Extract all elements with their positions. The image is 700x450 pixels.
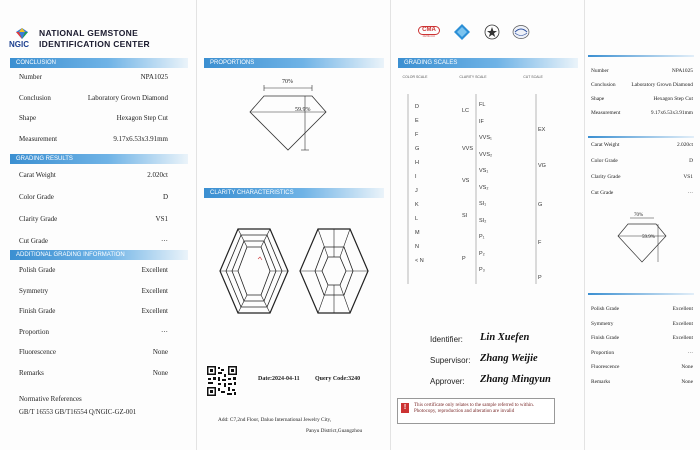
clarity-group-label: LC — [462, 108, 470, 114]
mini-row — [591, 190, 693, 196]
mini-row — [591, 379, 693, 385]
cma-logo-icon — [418, 26, 440, 39]
mini-label: Cut Grade — [591, 190, 614, 196]
ilac-seal-icon — [512, 24, 530, 40]
references-text: GB/T 16553 GB/T16554 Q/NGIC-GZ-001 — [19, 409, 137, 416]
table-percentage: 70% — [282, 79, 293, 85]
section-additional: ADDITIONAL GRADING INFORMATION — [10, 250, 188, 260]
address-line2: Panyu District,Guangzhou — [306, 428, 363, 434]
field-value: 2.020ct — [147, 171, 168, 179]
warning-icon: ! — [401, 403, 409, 413]
mini-row — [591, 158, 693, 164]
cut-grade-label: EX — [538, 127, 546, 133]
color-grade-letter: M — [415, 230, 420, 236]
field-value: Excellent — [141, 307, 168, 315]
mini-bar — [588, 55, 694, 57]
cut-grade-label: F — [538, 240, 542, 246]
clarity-plot-diagram — [212, 225, 384, 317]
section-conclusion: CONCLUSION — [10, 58, 188, 68]
cma-sub: 2023041111 — [422, 35, 436, 38]
field-label: Cut Grade — [19, 237, 48, 245]
mini-label: Shape — [591, 96, 605, 102]
cnas-seal-icon — [484, 24, 500, 40]
mini-row — [591, 350, 693, 356]
references-title: Normative References — [19, 395, 82, 403]
mini-bar — [588, 293, 694, 295]
field-label: Polish Grade — [19, 266, 56, 274]
mini-value: 9.17x6.53x3.91mm — [650, 110, 693, 116]
mini-value: Excellent — [672, 320, 693, 327]
color-grade-letter: L — [415, 216, 419, 222]
clarity-group-label: VS — [462, 178, 470, 184]
proportion-diagram — [210, 78, 360, 158]
cut-grade-label: VG — [538, 163, 546, 169]
mini-value: Excellent — [672, 306, 693, 312]
color-grade-letter: I — [415, 174, 417, 180]
clarity-group-label: VVS — [462, 146, 474, 152]
mini-value: 2.020ct — [676, 142, 693, 148]
mini-row — [591, 110, 693, 116]
mini-row — [591, 306, 693, 312]
signature-name: Lin Xuefen — [480, 332, 530, 343]
mini-value: ··· — [687, 190, 693, 196]
field-label: Finish Grade — [19, 307, 56, 315]
mini-label: Measurement — [591, 110, 621, 116]
signature-role: Approver: — [430, 377, 465, 386]
mini-label: Number — [591, 68, 609, 74]
mini-proportion-diagram — [596, 212, 686, 270]
mini-label: Symmetry — [591, 320, 614, 327]
cma-label: CMA — [418, 26, 440, 35]
color-grade-letter: D — [415, 104, 419, 110]
mini-label: Remarks — [591, 378, 611, 385]
fold-line — [196, 0, 197, 450]
field-label: Proportion — [19, 327, 49, 336]
grading-scale-lines — [396, 90, 556, 286]
mini-table-percentage: 70% — [634, 213, 644, 218]
mini-row — [591, 142, 693, 148]
field-value: Hexagon Step Cut — [116, 114, 168, 122]
field-label: Clarity Grade — [19, 215, 58, 223]
notice-text: This certificate only relates to the sample referred to within. Photocopy, reproduction and alteration are invalid — [414, 403, 534, 415]
clarity-grade-label: SI₂ — [479, 217, 487, 224]
cut-scale-header: CUT SCALE — [523, 75, 543, 79]
section-clarity: CLARITY CHARACTERISTICS — [204, 188, 384, 198]
mini-row — [591, 68, 693, 74]
field-value: NPA1025 — [140, 73, 168, 81]
mini-value: None — [681, 378, 693, 385]
clarity-grade-label: P₂ — [479, 250, 485, 257]
field-label: Remarks — [19, 368, 44, 377]
mini-value: Hexagon Step Cut — [653, 96, 693, 102]
field-value: VS1 — [155, 215, 168, 223]
field-label: Shape — [19, 114, 37, 122]
clarity-grade-label: IF — [479, 118, 484, 125]
clarity-grade-label: VVS₂ — [479, 151, 493, 158]
mini-label: Polish Grade — [591, 306, 619, 312]
address-line1: Add: C7,2nd Floor, Daluo International Jewelry City, — [218, 417, 332, 423]
qr-code — [206, 365, 238, 397]
mini-label: Color Grade — [591, 158, 618, 164]
mini-row — [591, 335, 693, 341]
mini-row — [591, 82, 693, 88]
field-label: Color Grade — [19, 193, 54, 201]
section-proportions: PROPORTIONS — [204, 58, 384, 68]
mini-value: Laboratory Grown Diamond — [631, 82, 693, 88]
mini-label: Finish Grade — [591, 335, 619, 341]
clarity-group-label: P — [462, 256, 466, 262]
mini-label: Carat Weight — [591, 142, 620, 148]
color-grade-letter: G — [415, 146, 420, 152]
logo-text: NGIC — [9, 40, 29, 49]
mini-row — [591, 96, 693, 102]
mini-row — [591, 321, 693, 327]
field-value: Excellent — [141, 286, 168, 295]
notice-box — [397, 398, 555, 424]
cut-grade-label: P — [538, 275, 542, 281]
field-label: Number — [19, 73, 42, 81]
fold-line — [390, 0, 391, 450]
color-scale-header: COLOR SCALE — [402, 75, 428, 79]
field-value: Laboratory Grown Diamond — [87, 93, 168, 102]
field-value: None — [152, 348, 168, 356]
clarity-grade-label: VS₁ — [479, 168, 489, 174]
signature-name: Zhang Weijie — [480, 353, 538, 364]
color-grade-letter: < N — [415, 258, 424, 264]
clarity-grade-label: VS₂ — [479, 184, 489, 191]
field-value: ··· — [161, 237, 168, 245]
mini-label: Conclusion — [591, 82, 616, 88]
mini-row — [591, 174, 693, 180]
signature-role: Identifier: — [430, 335, 463, 344]
mini-value: D — [689, 158, 693, 164]
org-name-line1: NATIONAL GEMSTONE — [39, 28, 139, 38]
clarity-scale-header: CLARITY SCALE — [459, 75, 487, 79]
mini-label: Clarity Grade — [591, 174, 621, 180]
mini-label: Fluorescence — [591, 364, 620, 370]
field-value: Excellent — [141, 266, 168, 274]
fold-line — [584, 0, 585, 450]
color-grade-letter: E — [415, 118, 419, 124]
clarity-group-label: SI — [462, 213, 468, 219]
section-grading-results: GRADING RESULTS — [10, 154, 188, 164]
clarity-grade-label: FL — [479, 102, 486, 108]
mini-bar — [588, 136, 694, 138]
org-name-line2: IDENTIFICATION CENTER — [39, 39, 150, 49]
signature-role: Supervisor: — [430, 356, 471, 365]
mini-value: NPA1025 — [671, 68, 693, 74]
report-date: Date:2024-04-11 — [258, 376, 300, 382]
color-grade-letter: F — [415, 132, 419, 138]
clarity-grade-label: P₃ — [479, 267, 485, 273]
color-grade-letter: H — [415, 160, 419, 166]
mini-row — [591, 364, 693, 370]
field-label: Measurement — [19, 134, 58, 143]
mini-value: None — [681, 364, 693, 370]
field-value: 9.17x6.53x3.91mm — [113, 134, 168, 143]
clarity-grade-label: SI₁ — [479, 201, 487, 207]
section-grading-scales: GRADING SCALES — [398, 58, 578, 68]
field-label: Conclusion — [19, 93, 51, 102]
clarity-grade-label: P₁ — [479, 234, 485, 240]
diamond-mark-icon — [454, 24, 470, 40]
clarity-grade-label: VVS₁ — [479, 135, 492, 141]
mini-depth-percentage: 59.9% — [642, 235, 655, 240]
field-label: Symmetry — [19, 286, 49, 295]
mini-value: ··· — [687, 349, 693, 356]
ngic-logo-icon — [14, 28, 30, 39]
color-grade-letter: K — [415, 202, 419, 208]
mini-value: Excellent — [672, 335, 693, 341]
field-value: D — [162, 193, 168, 201]
mini-value: VS1 — [683, 174, 693, 180]
field-value: ··· — [161, 327, 168, 336]
mini-label: Proportion — [591, 349, 615, 356]
cut-grade-label: G — [538, 202, 543, 208]
color-grade-letter: N — [415, 244, 419, 250]
field-label: Fluorescence — [19, 348, 56, 356]
signature-name: Zhang Mingyun — [480, 374, 551, 385]
depth-percentage: 59.9% — [295, 107, 311, 113]
field-value: None — [152, 368, 168, 377]
query-code: Query Code:3240 — [315, 376, 361, 382]
color-grade-letter: J — [415, 188, 418, 194]
field-label: Carat Weight — [19, 171, 56, 179]
